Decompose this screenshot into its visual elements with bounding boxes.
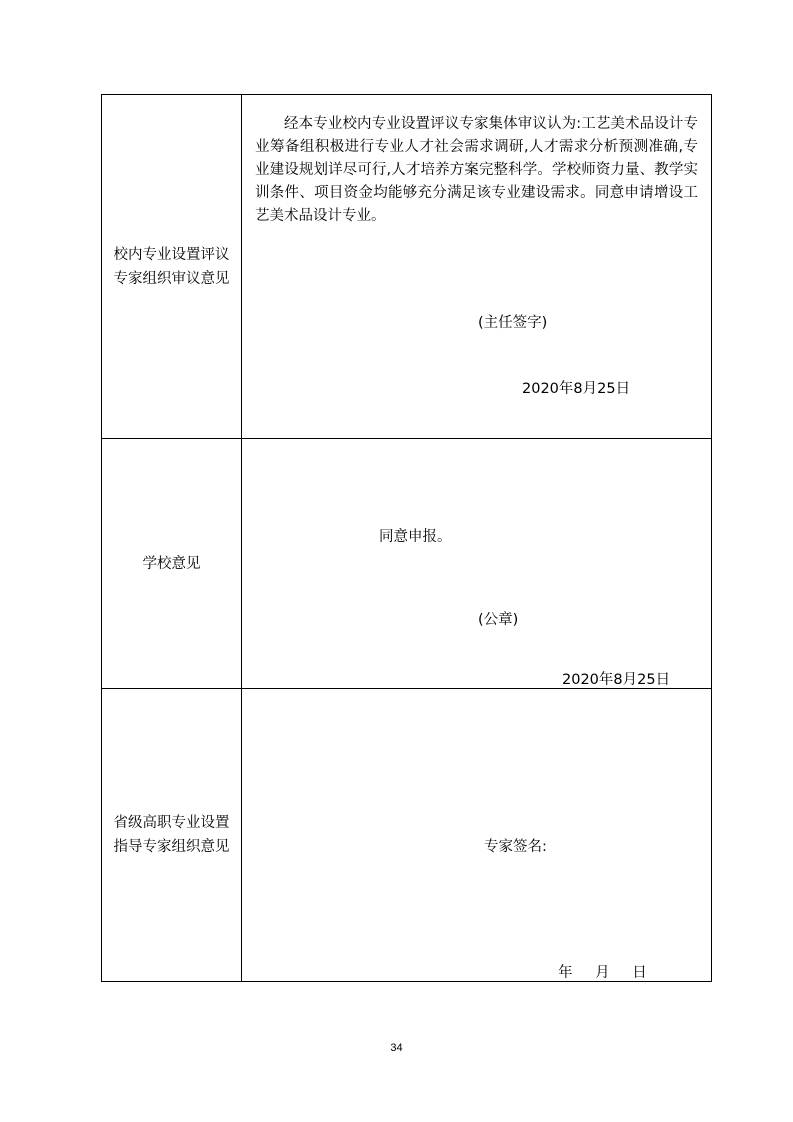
- row-content-cell: [242, 689, 711, 981]
- date-text: 2020年8月25日: [522, 381, 631, 397]
- row-label-cell: [102, 95, 242, 438]
- director-signature-label: (主任签字): [478, 315, 548, 331]
- row-label: 校内专业设置评议专家组织审议意见: [113, 246, 230, 287]
- row-content-cell: [242, 95, 711, 438]
- row-content-cell: [242, 439, 711, 688]
- table-row-school-opinion: [102, 439, 711, 689]
- table-row-provincial-expert-opinion: [102, 689, 711, 981]
- row-label-cell: [102, 439, 242, 688]
- expert-signature-label: 专家签名:: [484, 839, 547, 855]
- review-opinion-table: [101, 94, 712, 982]
- school-opinion-text: 同意申报。: [379, 529, 452, 545]
- official-seal-label: (公章): [478, 612, 519, 628]
- page-number: 34: [390, 1042, 403, 1054]
- row-label-cell: [102, 689, 242, 981]
- row-label: 省级高职专业设置指导专家组织意见: [113, 815, 230, 855]
- date-placeholder-text: 年 月 日: [558, 965, 647, 981]
- expert-opinion-text: 经本专业校内专业设置评议专家集体审议认为:工艺美术品设计专业筹备组积极进行专业人才社会需求调研,人才需求分析预测准确,专业建设规划详尽可行,人才培养方案完整科学。学校师资力量、教学实训条件、项目资金均能够充分满足该专业建设需求。同意申请增设工艺美术品设计专业。: [255, 116, 698, 224]
- table-row-school-expert-review: [102, 95, 711, 439]
- date-text: 2020年8月25日: [562, 672, 671, 688]
- row-label: 学校意见: [142, 555, 201, 572]
